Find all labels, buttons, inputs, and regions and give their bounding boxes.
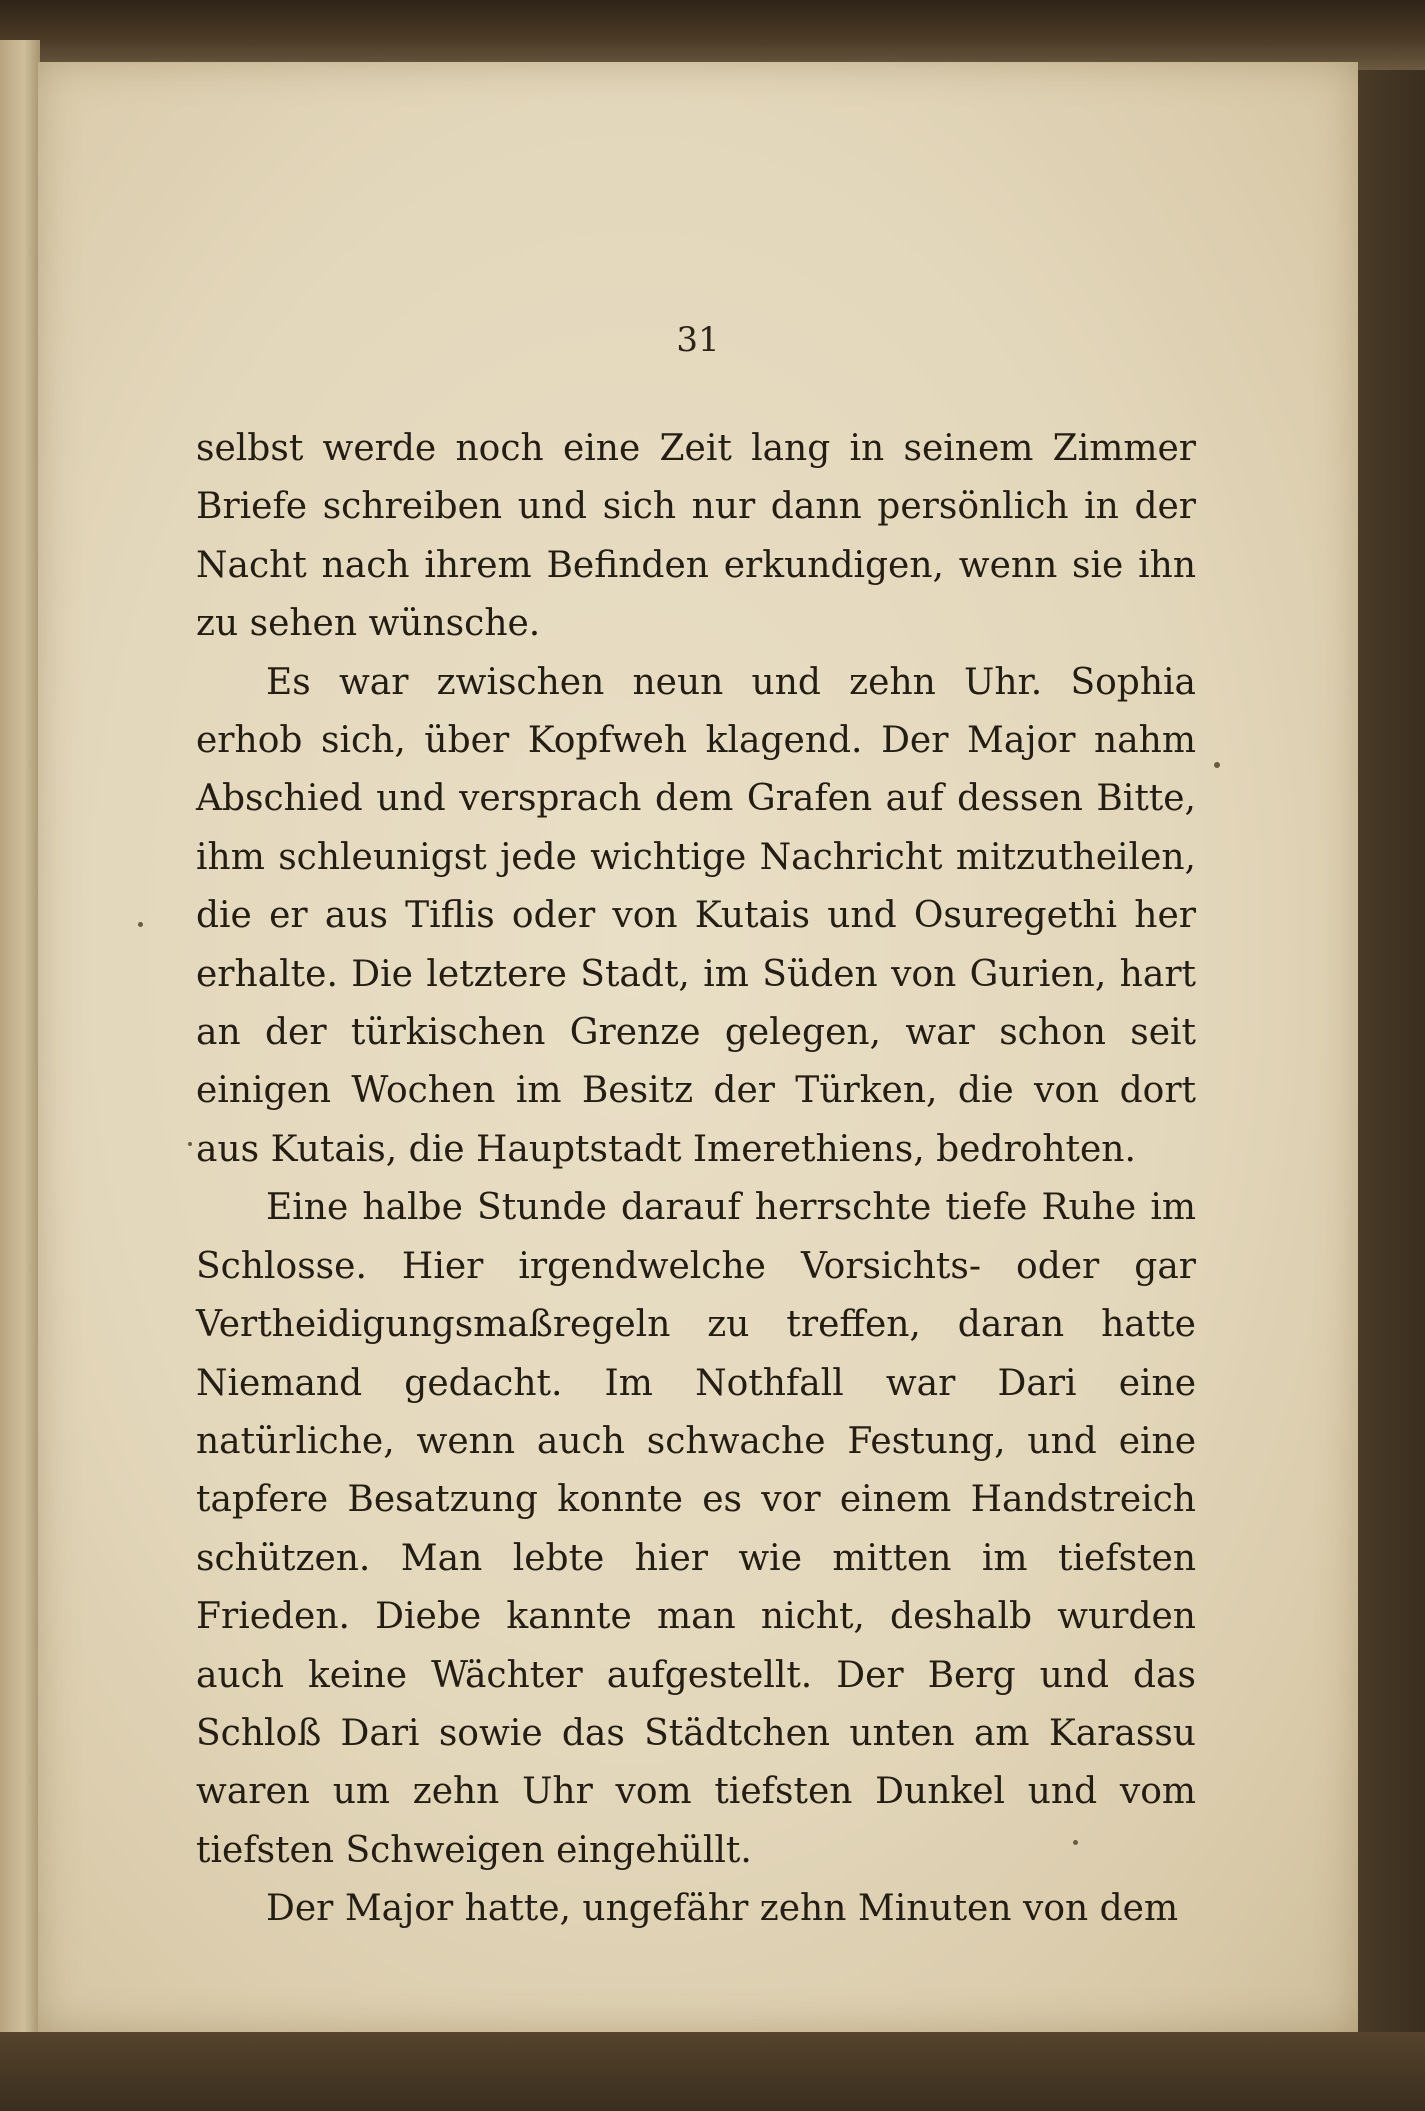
paragraph-3: Eine halbe Stunde darauf herrschte tiefe Ruhe im Schlosse. Hier irgendwelche Vorsichts- oder gar Vertheidigungsmaßregeln zu treffen, daran hatte Niemand gedacht. Im Nothfall war Dari eine natürliche, wenn auch schwache Festung, und eine tapfere Besatzung konnte es vor einem Handstreich schützen. Man lebte hier wie mitten im tiefsten Frieden. Diebe kannte man nicht, deshalb wurden auch keine Wächter aufgestellt. Der Berg und das Schloß Dari sowie das Städtchen unten am Karassu waren um zehn Uhr vom tiefsten Dunkel und vom tiefsten Schweigen eingehüllt. [196, 1187, 1196, 1871]
page-text [196, 420, 1196, 1939]
paragraph-2: Es war zwischen neun und zehn Uhr. Sophia erhob sich, über Kopfweh klagend. Der Major nahm Abschied und versprach dem Grafen auf dessen Bitte, ihm schleunigst jede wichtige Nachricht mitzutheilen, die er aus Tiflis oder von Kutais und Osuregethi her erhalte. Die letztere Stadt, im Süden von Gurien, hart an der türkischen Grenze gelegen, war schon seit einigen Wochen im Besitz der Türken, die von dort aus Kutais, die Hauptstadt Imerethiens, bedrohten. [196, 661, 1196, 1170]
book-spine [0, 40, 40, 2111]
book-bottom-edge [0, 2032, 1425, 2111]
page-number: 31 [676, 320, 720, 360]
book-cover-edge [1358, 70, 1425, 2111]
paragraph-4: Der Major hatte, ungefähr zehn Minuten von dem [266, 1888, 1179, 1930]
book-page [38, 62, 1358, 2032]
paragraph-1: selbst werde noch eine Zeit lang in seinem Zimmer Briefe schreiben und sich nur dann persönlich in der Nacht nach ihrem Befinden erkundigen, wenn sie ihn zu sehen wünsche. [196, 428, 1196, 645]
book-binding-top [0, 0, 1425, 70]
